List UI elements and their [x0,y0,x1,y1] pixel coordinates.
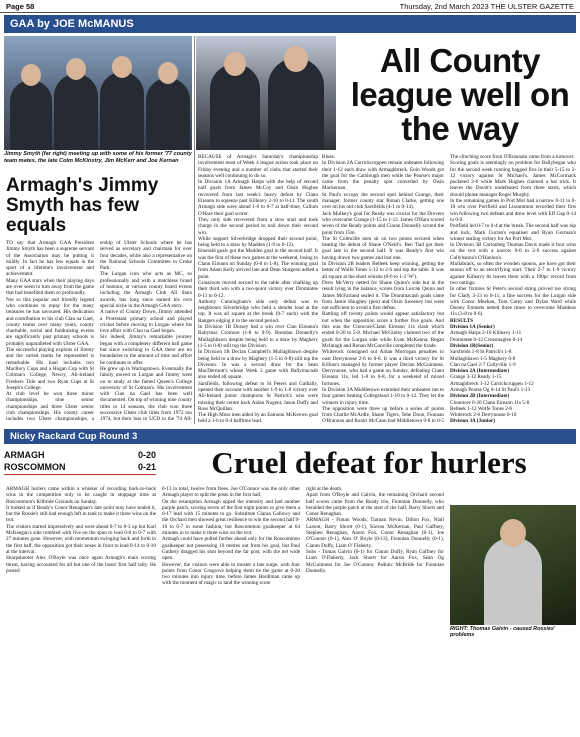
result-line: Armagh Pearse Og 0-14 St Paul's 1-13 [450,386,531,393]
result-line: Clonmore 0-20 Clann Eireann 11s 5-8 [450,399,530,406]
paragraph: However, the visitors were able to muster a late surge, with four points from Conor Cosgrove helping them tie the game at 0-20 two minutes into injury time, before James Hardiman came up with the moment of magic to land the winning score [162,561,300,587]
story3-column-2 [162,486,300,731]
paragraph: Not so this popular and friendly legend who continues to repay for the many treasures he has savoured. His dedication and contribution to his club Clan na Gael, county teams over many years, county charitable, social and fundraising events are significantly past primary schools is probably unparalleled with Ulster GAA. [6,296,94,347]
paragraph: The visitors started impressively and were ahead 0-7 to 0-3 up but Karl McKeegan's side rumbled with five on the spun to lead 0-8 to 0-7 with 27 minutes gone. However, with momentum swinging back and forth in the first half, the opposition got their noses in front to lead 0-14 to 0-10 at the interval. [6,523,156,555]
team-name: ROSCOMMON [4,462,66,472]
paragraph: Six indeed, Jimmy's remarkable journey began with a completely different ball game but since switching to GAA there are no boundaries to the amount of time and effort he continues to offer. [100,334,192,366]
result-line: Sarsfields 1-8 St Patrick's 1-8 [450,349,512,356]
paragraph: Drew McVerry netted for Shane Quinn's side but in the result lying in the balance, scores from Lorcan Quinn and James McFarland sealed it. The Drummacash goals came from Jamie Haughey (pen) and Oisin Sweeney but were not sufficient to avoid a first defeat. [322,279,444,312]
result-line: Whiterock 2-6 Derrynoose 0-10 [450,412,517,419]
result-line: Division 2A (Intermediate) [450,368,510,375]
story3-headline: Cruel defeat for hurlers [211,445,527,480]
page-header [0,0,580,13]
result-line: Armagh Harps 2-10 Killeavy 1-11 [450,330,522,337]
result-line: Division 1B(Senior) [450,342,494,349]
result-line: Mullaghbawn 1-5 Maghery 0-8 [450,355,516,362]
paragraph: Sarsfields, following defeat to St Peters and Galbally, opened their account with another 1-9 to 1-8 victory over All-Ireland junior champions St Patrick's who were missing their centre back Aidan Nugent, Jason Duffy and Ross McQuillan. [198,380,318,412]
column-rule [194,36,195,424]
paragraph: The successful playing exploits of Jimmy and the varied teams he represented is remarkable. His haul includes two MacRory Cups and a Hogan Cup with St Colman's College, Newry, All-Ireland Freshers Title and two Ryan Cups at St Joseph's College. [6,347,94,391]
paragraph: In Division 1B Dorsey had a win over Clan Eireann's Ballymac Cromore (1-8 to 0-9). Brendan Donnelly's Mullaghbawn despite being held to a draw by Maghery (1-5 to 0-8) still top the Division. [198,324,318,349]
result-line: Division 3A (Junior) [450,418,495,424]
paragraph: On the resumption Armagh upped the intensity and had another purple patch, scoring seven of the first eight points to give them a 0-17 lead with 15 minutes to go. Substitute Ciaran Gallowy and the Orchard men showed great resilience to win the second half 0-10 to 0-7 in some fashion, but Roscommon goalkeeper at 64 minutes in to make it three wins on the trot. [162,498,300,537]
story3-column-1 [6,486,156,731]
section-bar: GAA by JOE McMANUS [4,15,576,33]
paragraph: He grew up in Waringstown. Eventually the family moved to Lurgan and Jimmy went on to study at the famed Queen's College university of St Colman's. His involvement with Clan na Gael has been well documented. On top of winning nine county titles in 14 seasons, the club won three successive Ulster club titles from 1972 too 1974, but their loss to UCD in the '74 All- [100,365,192,423]
paragraph: In Division 2B leaders Belleek keep winning, getting the better of Wolfe Tones 1-12 to 2-6 and top the table. It was all square at the short whistle (0-6 to 1-3 'W'). [322,261,444,280]
paragraph: They only side recovered from a slow start and took charge in the second period to nail down their second win. [198,216,318,236]
paragraph: Armagh could have pulled further ahead only for the Roscommon goalkeeper not possessing 10 metres out from his goal, but Paul Guthery dragged his shot beyond the far post, with the net wide open. [162,536,300,562]
result-line: Grange 3-12 Ready 1-15 [450,374,502,381]
paragraph: Many GAA stars when their playing days are over seem to turn away from the game that had benefited them so profoundly. [6,277,94,297]
team-score: 0-21 [137,462,156,472]
paragraph: Whiterock consigned out Aidan Morrogan penalties to oust Derrynoose 2-6 to 0-8. It was a third victory for St Killian's managed by former player Declan McGuinness. Derrynoose, who had a game on Sunday, defeating Clann Eireann 11s, led 1-8 to 0-8, for a weekend of mixed fortunes. [322,349,444,387]
paragraph: In Division 1B Declan Campbell's Mullaghbawn despite being held to a draw by Maghery (1-5 to 0-8) still top the Division. In was a second draw for the Sean MacDermott's whose Week 3 game with Ballymacnab also ended all square. [198,349,318,381]
section-bar-nicky-rackard: Nicky Rackard Cup Round 3 [4,429,576,444]
paragraph: Rattling off twenty points would appear satisfactory but not when the opposition score a further five goals. And this was the Cloncore/Clann Eireann 11s clash which ended 0-20 to 5-8. Michael McGinley claimed two of the goals for the Lurgan side while Evan McKenna, Regan McIntagh and Ronan McConville completed the tirade. [322,311,444,349]
score-row-roscommon [4,461,156,473]
paragraph: Subs - Tomas Galvin (0-1) for Ciaran Duffy, Ryan Gaffney for Liam O'Flaherty, Jack Shortt for Aaron Fox, Sean Og McGuinness for Joe O'Connor, Padraic McBride for Fionntan Donnelly. [306,548,444,574]
result-line: Division 2B (Intermediate) [450,393,510,400]
team-name: ARMAGH [4,450,45,460]
result-line: Dromintee 0-12 Crossmaglen 0-14 [450,336,523,343]
scoreboard [4,449,156,475]
paragraph: BECAUSE of Armagh's Saturday's championship involvement most of Week 4 league action took place on Friday evening and a number of clubs that started their seasons well continuing to do so. [198,154,318,179]
paragraph: In Division 3A Middletown extended their unbeaten run to four games beating Collegeland 1-10 to 0-12. They let the winners in injury time. [322,386,444,406]
result-line: Belleek 1-12 Wolfe Tones 2-6 [450,405,513,412]
paragraph: The High Moss men aided by an Eamonn McKeown goal held a 1-6 to 0-4 halftime lead. [198,412,318,424]
story3-column-3 [306,486,444,731]
paragraph: St Paul's occupy the second spot behind Grange, their manager, former county star Ronan Clarke, getting one over on his old club Sarsfields (4-1 to 0-14). [322,191,444,211]
paragraph: It looked as if Ready's Conor Renaghan's late point may have sealed it, but the Rossie's still had enough left in tank to make it three wins on the trot. [6,504,156,524]
paragraph: Anthony Cunningham's side only defeat was to neighbours Silverbridge who held a slender lead at the top. It was all square at the break (0-7 each) with the Rangers edging it in the second period. [198,298,318,324]
paragraph: In the remaining games in Port Mor had a narrow 0-11 to 0-10 win over Portfield and Lissummon recorded their first win following two defeats and drew level with Eff Gap 0-14 to 0-9. [450,198,576,223]
paragraph: Scoring goals is seemingly no problem for Ballyhegan who for the second week running bagged five in their 5-15 to 2-12 victory against St Michael's. James McCormack pocketed 2-6 while Mark Hughes claimed a hat trick. It leaves the Davitt's undefeated from three starts, which should please manager Roger Murphy. [450,160,576,198]
paragraph: The opposition were three up before a series of points from Charlie McArdle, Shane Tigers, Tehe Donn, Fionnan O'Brannan and Ruairi McCann had Middletown 0-8 to 0-5 [322,405,444,424]
result-line: Division 1A (Senior) [450,324,495,331]
thomas-galvin-photo [450,505,576,625]
story2-headline: All County league well on the way [350,42,570,147]
story1-column-2 [100,240,192,423]
paragraph: Mullabrack, so often the wooden spoons, are have got their season off to an electrifying start. Their 2-7 to 1-9 victory against Killeavy 8s leaves them with a 100pc record from two outings. [450,261,576,286]
paragraph: Grassroots moved second to the table after chalking up their third win with a two-point victory over Dromintee 0-11 to 0-12. [198,279,318,299]
photo-caption: Jimmy Smyth (far right) meeting up with some of his former '77 county team mates, the late Colm McKinstry, Jim McKerr and Joe Kernan [4,151,192,164]
paragraph: ership of Ulster Schools where he has served as secretary and chairman for over four decades, while also a representative on the National Schools Committee in Croke Park. [100,240,192,272]
paragraph: In Division 1A Armagh Harps with the help of second half goals from James McCoy and Oisin Hughes recovered from last week's heavy defeat by Clann Eireann to squeeze past Killeavy 2-10 to 0-11. The south Armagh side were ahead 1-6 to 0-7 at half-time, Callum O'Hare their goal scorer. [198,179,318,217]
results-heading: RESULTS [450,317,474,324]
paragraph: ARMAGH hurlers came within a whisker of recording back-to-back wins in the competition only to be caught in stoppage time at Roscommon's Kilbride Grounds on Sunday. [6,486,156,505]
paragraph: Apart from O'Boyle and Galvin, the remaining Orchard second half scores came from the Ready trio, Fionntan Donnelly, who heralded the purple patch at the start of the half, Barry Shortt and Conor Renaghan. [306,492,444,518]
story2-column-1 [198,154,318,424]
paragraph: At club level he won three minor championships, nine senior championships and three Ulster senior club championships. His county career includes two Ulster championships, a [6,391,94,423]
story1-column-1 [6,240,94,423]
paragraph: A native of County Down, Jimmy attended a Protestant primary school and played cricket before moving to Lurgan where his love affair with Clan na Gael began. [100,309,192,335]
story1-headline: Armagh's Jimmy Smyth has few equals [6,175,159,236]
paragraph: Emerald goals got the Madden goal in the second half. It was the first of these two games at the weekend, losing to Clann Eireann on Sunday (0-8 to 1-8). The winning goal from Adam Kelly arrived late and Dean Sturgeon added a point. [198,248,318,280]
paragraph: In Division 3B Cortonbeg Thomas Davis made it four wins on the trot with a narrow 0-6 to 2-9 success against Cullyhanna's O'Hanlon's. [450,242,576,261]
paragraph: The St Colmcille men sit on two points secured when beating the defeat of Shane O'Neill's. Ben Tiad got their goal late in the second half. It was Ready's first win having drawn two games and lost one. [322,235,444,261]
paragraph: While support Silverbridge dropped their second point, being held to a draw by Madden (1-9 to 0-12). [198,235,318,249]
paragraph: 0-13 in total, twelve from frees. Joe O'Connor was the only other Armagh player to split the posts in the first half. [162,486,300,499]
score-row-armagh [4,449,156,461]
result-line: Clan na Gael 2-7 Cullyville 1-9 [450,361,516,368]
paragraph: TO say that Armagh GAA President Jimmy Smyth has been a supreme servant of the Association may be putting it mildly. In fact he has few equals in the sport of a lifetime's involvement and achievement. [6,240,94,278]
publication-date: Thursday, 2nd March 2023 THE ULSTER GAZETTE [399,2,574,11]
league-action-photo [196,36,336,150]
paragraph: In other fixtures St Peter's second string proved too strong for Clady 3-13 to 0-11, a fine success for the Lurgan side with Conor Meehan, Tom Carey and Dylan Ward while Dorsey Emmets netted three times to overcome Maddens 11s (3-8 to 0-6). [450,286,576,318]
paragraph: In Division 2A Carrickcruppen remain unbeaten following their 1-12 each draw with Armaghbreck. Eoin Woods got the goal for the Camlough men while the Pearse's major came from the penalty spot converted by Oisin Mackernan. [322,160,444,192]
story2-column-3 [450,154,576,424]
team-mates-photo [4,36,192,150]
paragraph: ARMAGH - Fintan Woods, Tiarnan Nevin, Dillon Fox, Niall Larson, Barry Shortt (0-1), Kieran McKernan, Paul Gaffney, Stephen Renaghan, Aaron Fox, Conor Renaghan (0-1), Joe O'Connor (0-1), Alex O' Boyle (0-13), Fionntan Donnelly (0-1), Ciaran Duffy, Liam O' Flaherty. [306,517,444,549]
result-line: Armaghbreck 1-12 Carrickcruppen 1-12 [450,380,534,387]
team-score: 0-20 [137,450,156,460]
paragraph: The clinching score from O'Braonain came from a turnover. [450,154,575,160]
paragraph: Portfield led 0-7 to 0-4 at the break. The second half was nip and tuck, Mark Curran's equaliser and Ryan Gorman's winner sealing victory for An Port Mor. [450,223,576,242]
paragraph: Sharpshooter Alex O'Boyle was once again Armagh's main scoring threat, having accounted for all but one of the hosts' first half tally. He posted [6,555,156,574]
paragraph: Blues. [322,154,336,160]
paragraph: Jack Mulkey's goal for Ready was crucial for the Drovers who overcame Grange (1-15 to 1-12. James O'Hara scored seven of the Ready points and Ciaran Donnelly scored the point from 15m. [322,210,444,236]
page-number: Page 58 [6,2,35,11]
story3-photo-caption: RIGHT: Thomas Galvin - caused Rossies' problems [450,626,556,639]
paragraph: right at the death. [306,486,343,492]
paragraph: The Lurgan icon who acts as MC, so professionally and with a matchless brand of humour, at various county board events including the Armagh Club All Stars awards, has long since earned his own special niche in the Armagh GAA story. [100,271,192,309]
story2-column-2 [322,154,444,424]
